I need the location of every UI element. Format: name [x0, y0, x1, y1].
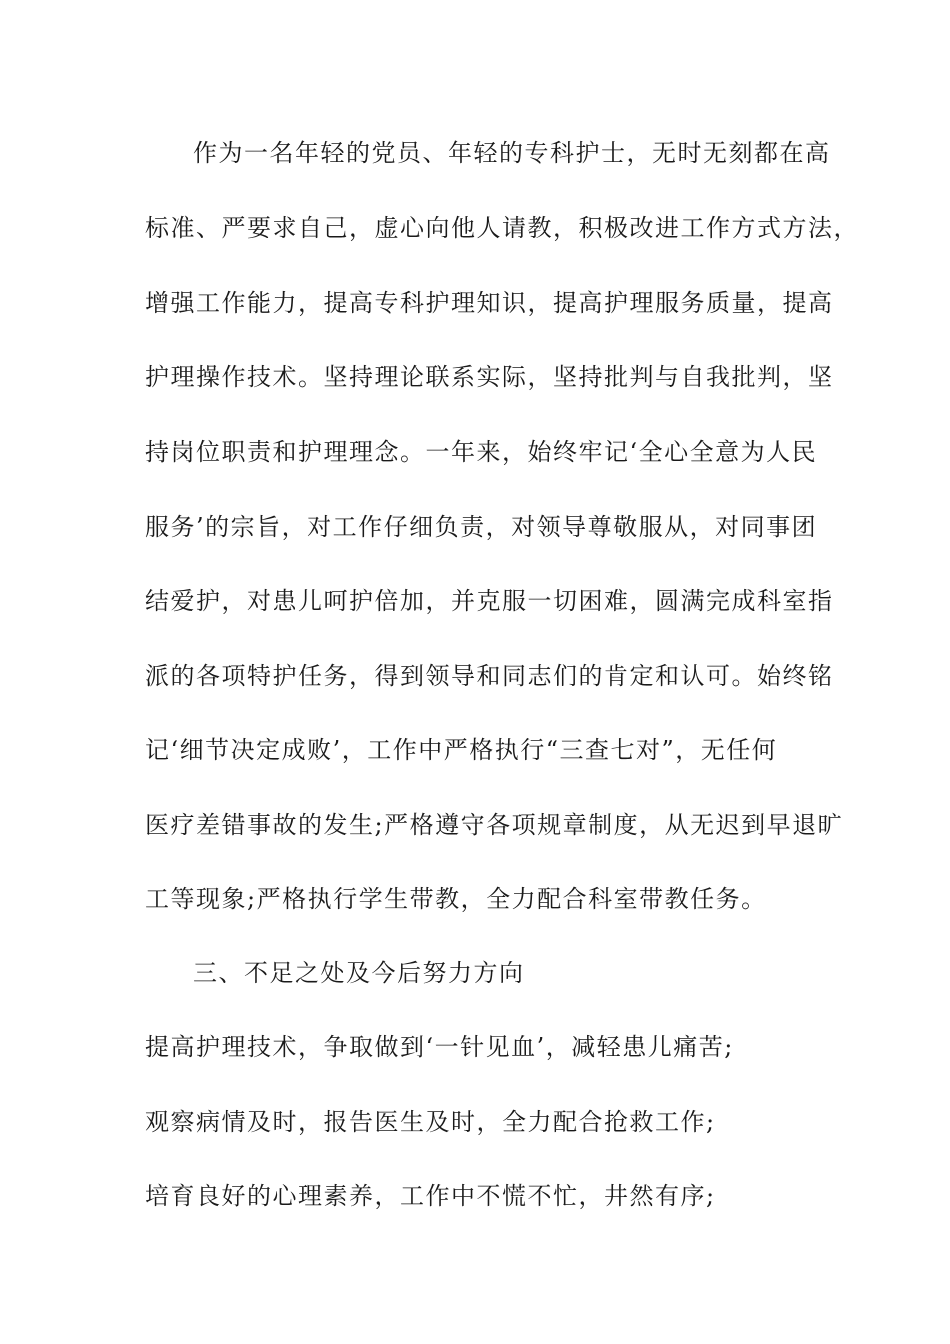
list-item: 培育良好的心理素养，工作中不慌不忙，井然有序;: [145, 1182, 716, 1210]
list-item: 观察病情及时，报告医生及时，全力配合抢救工作;: [145, 1108, 716, 1136]
paragraph-line: 派的各项特护任务，得到领导和同志们的肯定和认可。始终铭: [145, 662, 834, 690]
paragraph-line: 医疗差错事故的发生;严格遵守各项规章制度，从无迟到早退旷: [145, 811, 844, 839]
paragraph-line: 记‘细节决定成败’，工作中严格执行“三查七对”，无任何: [145, 736, 778, 764]
paragraph-line: 增强工作能力，提高专科护理知识，提高护理服务质量，提高: [145, 289, 834, 317]
paragraph-line: 结爱护，对患儿呵护倍加，并克服一切困难，圆满完成科室指: [145, 587, 834, 615]
list-item: 提高护理技术，争取做到‘一针见血’，减轻患儿痛苦;: [145, 1033, 734, 1061]
section-heading: 三、不足之处及今后努力方向: [193, 959, 525, 987]
paragraph-line: 作为一名年轻的党员、年轻的专科护士，无时无刻都在高: [193, 139, 831, 167]
paragraph-line: 持岗位职责和护理理念。一年来，始终牢记‘全心全意为人民: [145, 438, 818, 466]
paragraph-line: 标准、严要求自己，虚心向他人请教，积极改进工作方式方法，: [145, 214, 859, 242]
paragraph-line: 服务’的宗旨，对工作仔细负责，对领导尊敬服从，对同事团: [145, 513, 818, 541]
paragraph-line: 工等现象;严格执行学生带教，全力配合科室带教任务。: [145, 885, 767, 913]
paragraph-line: 护理操作技术。坚持理论联系实际，坚持批判与自我批判，坚: [145, 363, 834, 391]
